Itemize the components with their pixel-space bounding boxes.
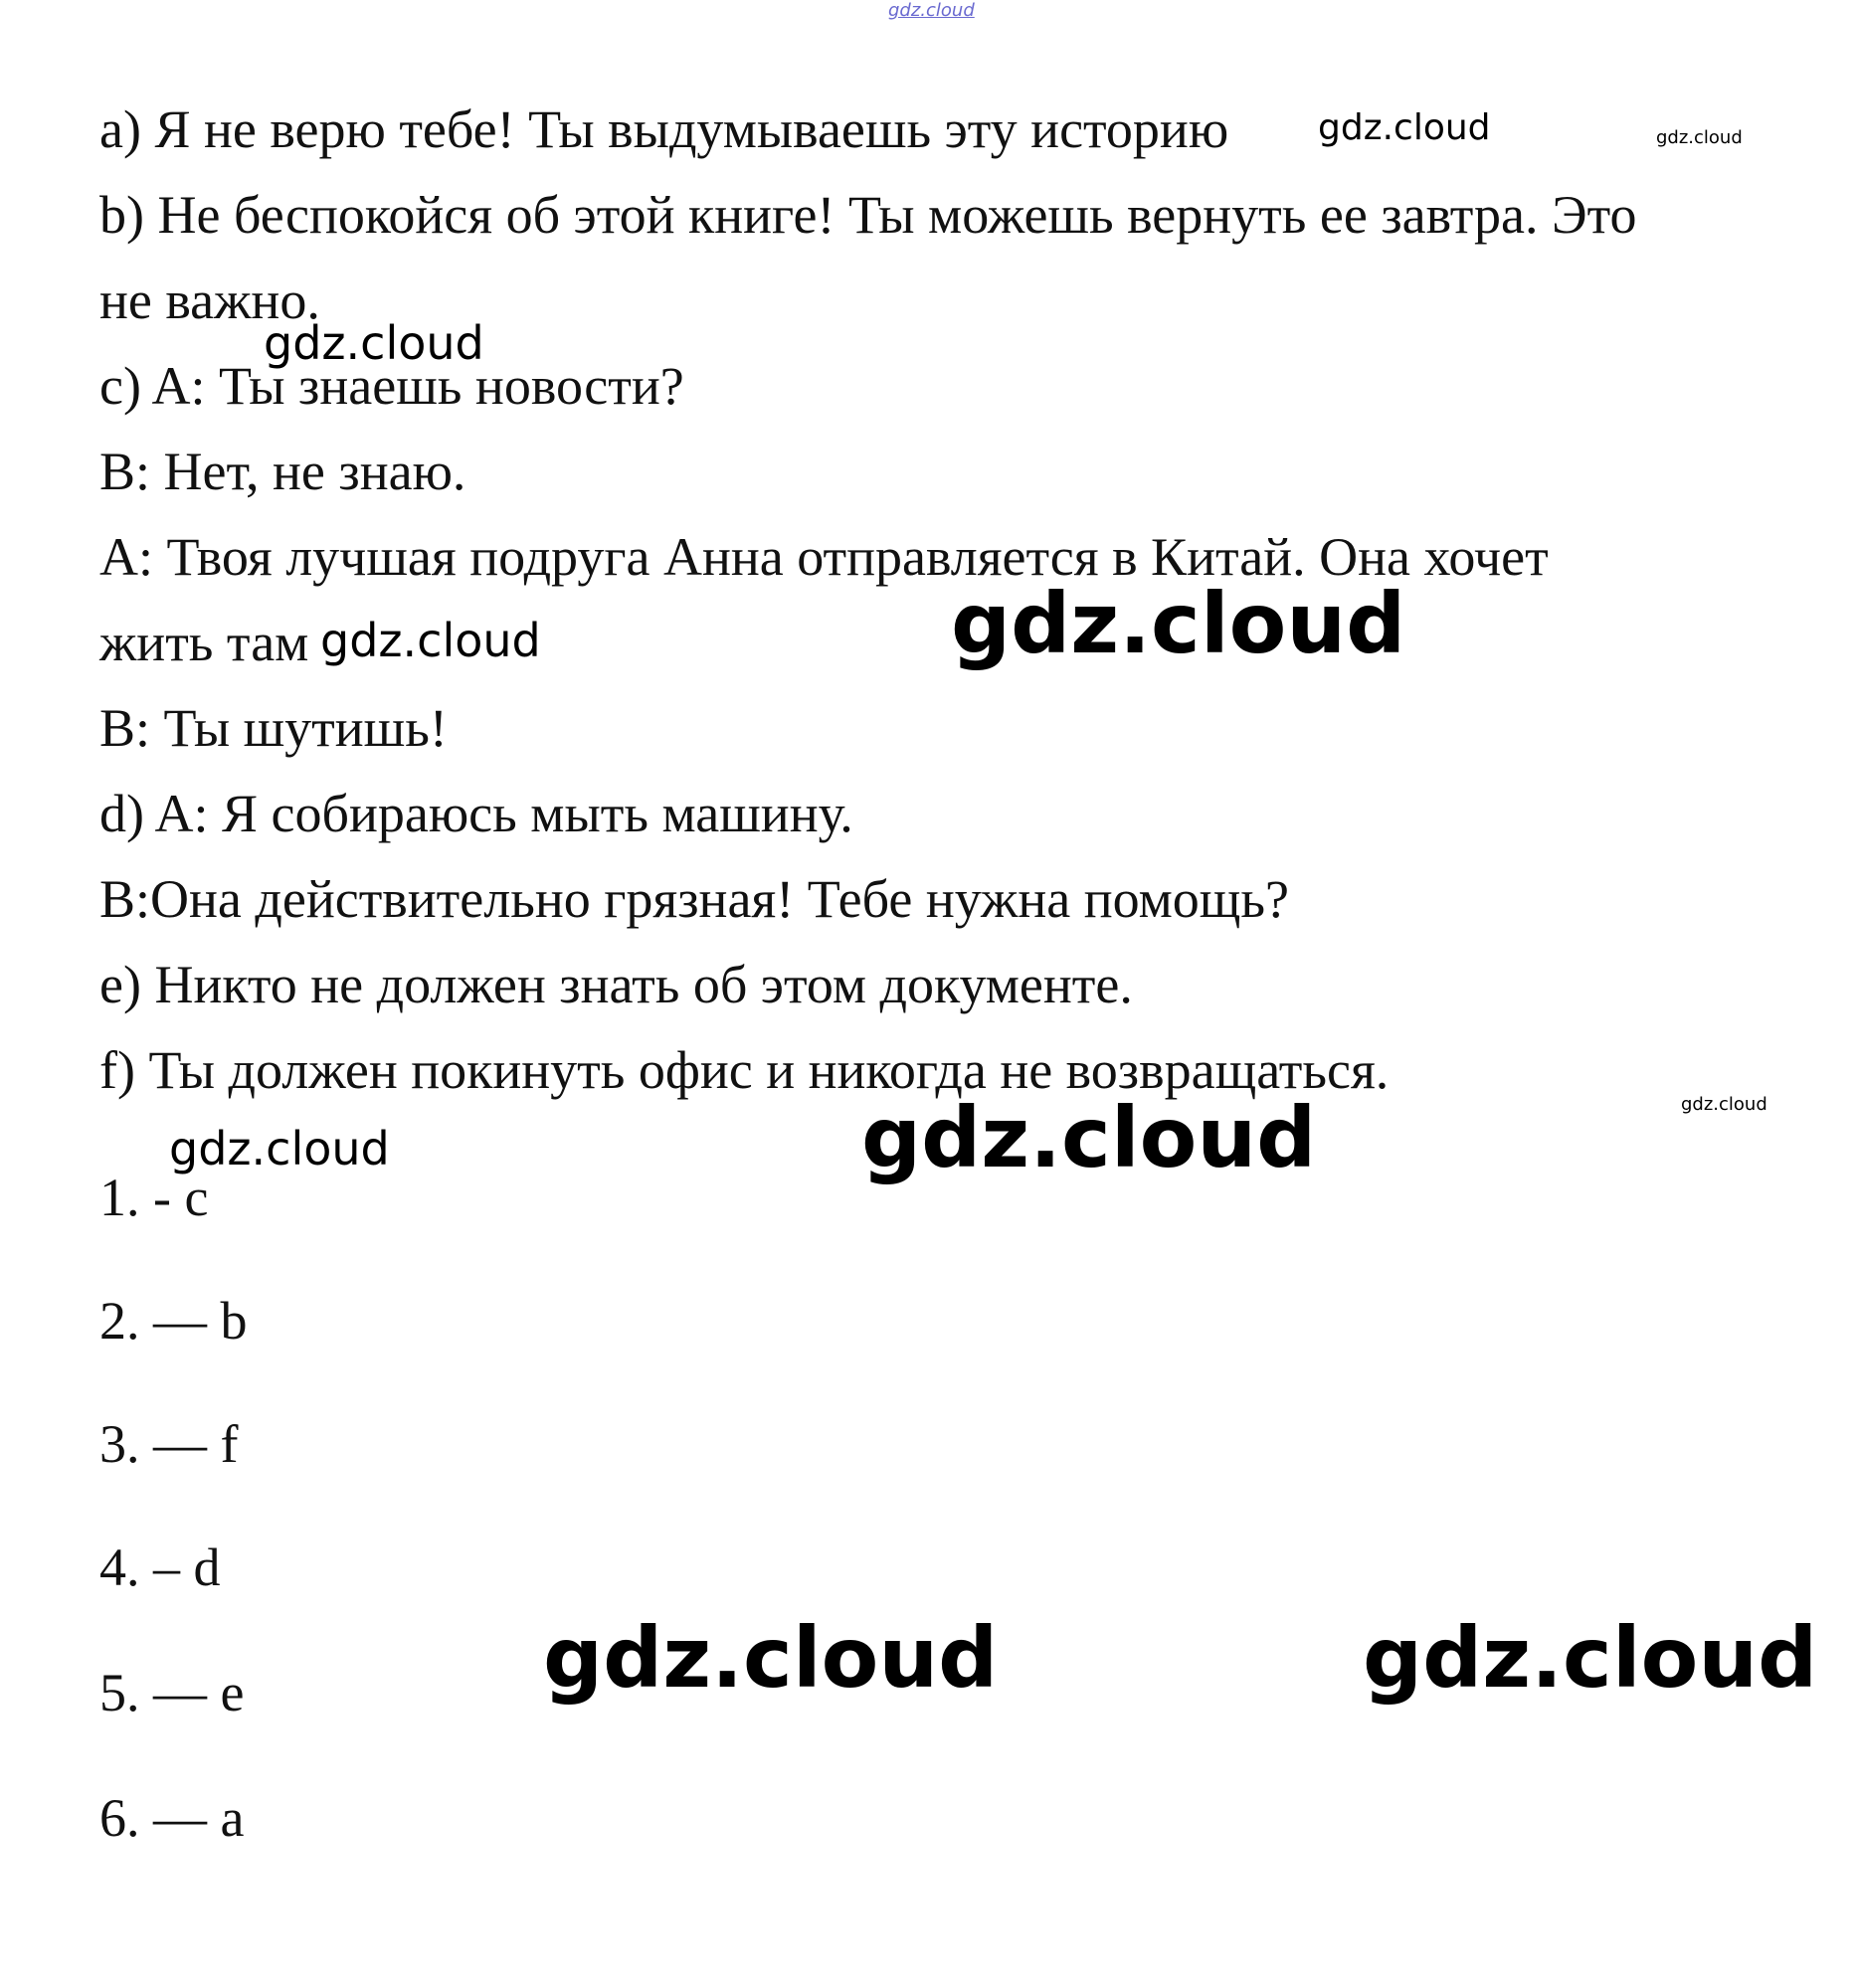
text-line-b2: не важно. [99, 271, 320, 330]
text-line-b1: b) Не беспокойся об этой книге! Ты можешь вернуть ее завтра. Это [99, 185, 1637, 245]
text-line-c2: B: Нет, не знаю. [99, 442, 466, 501]
text-line-c3: A: Твоя лучшая подруга Анна отправляется в Китай. Она хочет [99, 527, 1549, 587]
watermark-inline-c: gdz.cloud [320, 614, 541, 667]
answer-item-4: 4. – d [99, 1537, 221, 1597]
watermark-large-3: gdz.cloud [543, 1609, 999, 1707]
watermark-inline-a: gdz.cloud [1318, 107, 1491, 148]
text-line-c5: B: Ты шутишь! [99, 698, 448, 758]
text-line-f: f) Ты должен покинуть офис и никогда не возвращаться. [99, 1040, 1390, 1100]
text-line-d1: d) A: Я собираюсь мыть машину. [99, 784, 853, 843]
answer-item-1: 1. - c [99, 1168, 209, 1227]
text-line-c4: жить там [99, 613, 309, 672]
watermark-left-1: gdz.cloud [264, 316, 484, 370]
answer-item-5: 5. — e [99, 1663, 245, 1722]
watermark-left-2: gdz.cloud [169, 1122, 390, 1175]
text-line-c1: c) A: Ты знаешь новости? [99, 356, 684, 416]
answer-item-3: 3. — f [99, 1414, 239, 1474]
text-line-a: a) Я не верю тебе! Ты выдумываешь эту историю [99, 99, 1229, 159]
watermark-top: gdz.cloud [888, 0, 975, 21]
watermark-large-2: gdz.cloud [861, 1089, 1317, 1186]
answer-item-6: 6. — a [99, 1788, 245, 1848]
answer-item-2: 2. — b [99, 1291, 248, 1351]
watermark-small-right-2: gdz.cloud [1681, 1094, 1767, 1115]
text-line-e: e) Никто не должен знать об этом документе. [99, 955, 1133, 1014]
watermark-large-4: gdz.cloud [1363, 1609, 1818, 1707]
watermark-small-right-1: gdz.cloud [1656, 127, 1743, 148]
text-line-d2: B:Она действительно грязная! Тебе нужна помощь? [99, 869, 1289, 929]
watermark-large-1: gdz.cloud [951, 575, 1406, 672]
